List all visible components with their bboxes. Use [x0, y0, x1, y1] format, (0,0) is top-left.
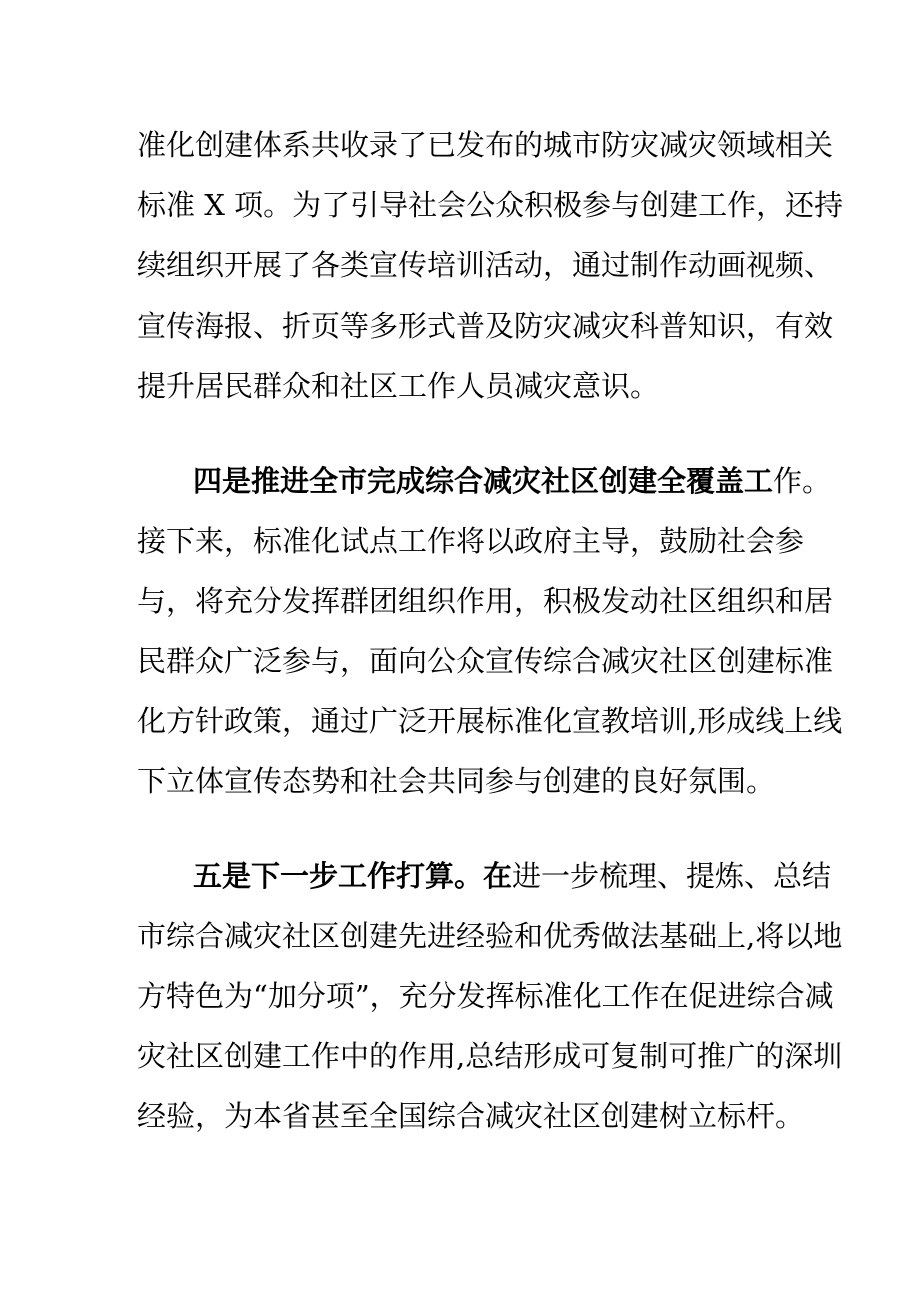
paragraph-line: 提升居民群众和社区工作人员减灾意识。 [137, 369, 660, 403]
paragraph-line: 下立体宣传态势和社会共同参与创建的良好氛围。 [137, 764, 776, 798]
paragraph-line: 准化创建体系共收录了已发布的城市防灾减灾领域相关 [137, 128, 834, 162]
paragraph-line: 与，将充分发挥群团组织作用，积极发动社区组织和居 [137, 584, 834, 618]
paragraph-line: 灾社区创建工作中的作用,总结形成可复制可推广的深圳 [137, 1039, 843, 1073]
paragraph-line: 方特色为“加分项”，充分发挥标准化工作在促进综合减 [137, 979, 834, 1013]
paragraph-heading-line [193, 461, 831, 501]
paragraph-line: 宣传海报、折页等多形式普及防灾减灾科普知识，有效 [137, 309, 834, 343]
paragraph-heading: 四是推进全市完成综合减灾社区创建全覆盖工 [193, 464, 774, 498]
paragraph-line: 续组织开展了各类宣传培训活动，通过制作动画视频、 [137, 248, 834, 282]
paragraph-line: 市综合减灾社区创建先进经验和优秀做法基础上,将以地 [137, 919, 843, 953]
paragraph-line: 民群众广泛参与，面向公众宣传综合减灾社区创建标准 [137, 644, 834, 678]
paragraph-line: 经验，为本省甚至全国综合减灾社区创建树立标杆。 [137, 1099, 805, 1133]
paragraph-line: 化方针政策，通过广泛开展标准化宣教培训,形成线上线 [137, 704, 843, 738]
paragraph-line: 接下来，标准化试点工作将以政府主导，鼓励社会参 [137, 524, 805, 558]
paragraph-heading-line [193, 856, 831, 896]
paragraph-heading: 五是下一步工作打算。在 [193, 859, 513, 893]
paragraph-heading-tail: 作。 [773, 464, 832, 498]
paragraph-line: 标准 X 项。为了引导社会公众积极参与创建工作，还持 [137, 188, 844, 222]
paragraph-heading-rest: 进一步梳理、提炼、总结 [512, 859, 832, 893]
